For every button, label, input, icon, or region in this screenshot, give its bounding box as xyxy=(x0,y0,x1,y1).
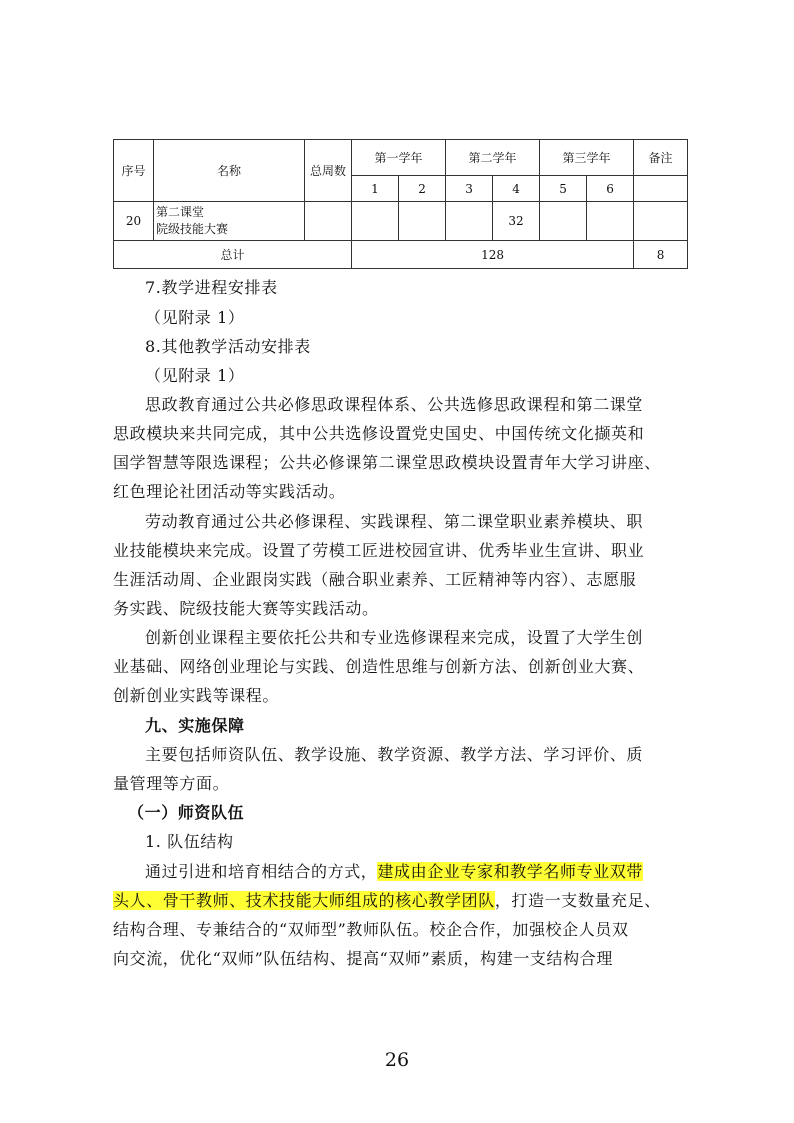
row-weeks xyxy=(305,202,352,241)
header-year2: 第二学年 xyxy=(446,140,540,176)
teaching-schedule-table xyxy=(113,139,688,269)
section-title: 7.教学进程安排表 xyxy=(145,278,278,297)
row-term: 32 xyxy=(493,202,540,241)
chapter-heading: 九、实施保障 xyxy=(145,716,245,735)
row-name-line: 第二课堂 xyxy=(156,205,205,219)
header-term: 2 xyxy=(399,176,446,202)
body-line: 结构合理、专兼结合的“双师型”教师队伍。校企合作，加强校企人员双 xyxy=(113,920,629,939)
body-line: 创新创业课程主要依托公共和专业选修课程来完成，设置了大学生创 xyxy=(145,628,644,647)
row-term xyxy=(587,202,634,241)
subsection-title: 1. 队伍结构 xyxy=(145,832,234,851)
page-number: 26 xyxy=(384,1049,410,1071)
row-term xyxy=(352,202,399,241)
body-line xyxy=(145,862,725,882)
section-title: 8.其他教学活动安排表 xyxy=(145,337,311,356)
highlighted-text: 头人、骨干教师、技术技能大师组成的核心教学团队 xyxy=(113,891,495,910)
header-year1: 第一学年 xyxy=(352,140,446,176)
body-line: 务实践、院级技能大赛等实践活动。 xyxy=(113,599,379,618)
highlighted-text: 建成由企业专家和教学名师专业双带 xyxy=(377,862,644,881)
row-seq: 20 xyxy=(114,202,154,241)
body-line: 国学智慧等限选课程；公共必修课第二课堂思政模块设置青年大学习讲座、 xyxy=(113,453,661,472)
subsection-heading: （一）师资队伍 xyxy=(128,803,245,822)
header-seq: 序号 xyxy=(114,140,154,202)
body-line: 业技能模块来完成。设置了劳模工匠进校园宣讲、优秀毕业生宣讲、职业 xyxy=(113,541,645,560)
body-line: 量管理等方面。 xyxy=(113,774,230,793)
row-term xyxy=(399,202,446,241)
body-line: 红色理论社团活动等实践活动。 xyxy=(113,482,346,501)
appendix-ref: （见附录 1） xyxy=(145,366,245,385)
header-term: 5 xyxy=(540,176,587,202)
total-label: 总计 xyxy=(114,241,352,269)
header-year3: 第三学年 xyxy=(540,140,634,176)
plain-text: ，打造一支数量充足、 xyxy=(494,891,661,910)
row-note xyxy=(634,202,688,241)
row-term xyxy=(540,202,587,241)
row-name xyxy=(154,202,305,241)
body-line: 劳动教育通过公共必修课程、实践课程、第二课堂职业素养模块、职 xyxy=(145,512,644,531)
body-line: 主要包括师资队伍、教学设施、教学资源、教学方法、学习评价、质 xyxy=(145,745,644,764)
header-term: 1 xyxy=(352,176,399,202)
body-line: 思政模块来共同完成，其中公共选修设置党史国史、中国传统文化撷英和 xyxy=(113,424,645,443)
header-note: 备注 xyxy=(634,140,688,176)
row-term xyxy=(446,202,493,241)
total-note: 8 xyxy=(634,241,688,269)
header-name: 名称 xyxy=(154,140,305,202)
body-line xyxy=(113,891,693,911)
header-term: 4 xyxy=(493,176,540,202)
header-term: 3 xyxy=(446,176,493,202)
body-line: 创新创业实践等课程。 xyxy=(113,686,280,705)
body-line: 生涯活动周、企业跟岗实践（融合职业素养、工匠精神等内容）、志愿服 xyxy=(113,570,637,589)
header-note-blank xyxy=(634,176,688,202)
body-line: 思政教育通过公共必修思政课程体系、公共选修思政课程和第二课堂 xyxy=(145,395,644,414)
row-name-line: 院级技能大赛 xyxy=(156,222,229,236)
header-weeks: 总周数 xyxy=(305,140,352,202)
body-line: 向交流，优化“双师”队伍结构、提高“双师”素质，构建一支结构合理 xyxy=(113,949,613,968)
plain-text: 通过引进和培育相结合的方式， xyxy=(145,862,378,881)
header-term: 6 xyxy=(587,176,634,202)
body-line: 业基础、网络创业理论与实践、创造性思维与创新方法、创新创业大赛、 xyxy=(113,657,645,676)
appendix-ref: （见附录 1） xyxy=(145,308,245,327)
total-value: 128 xyxy=(352,241,634,269)
